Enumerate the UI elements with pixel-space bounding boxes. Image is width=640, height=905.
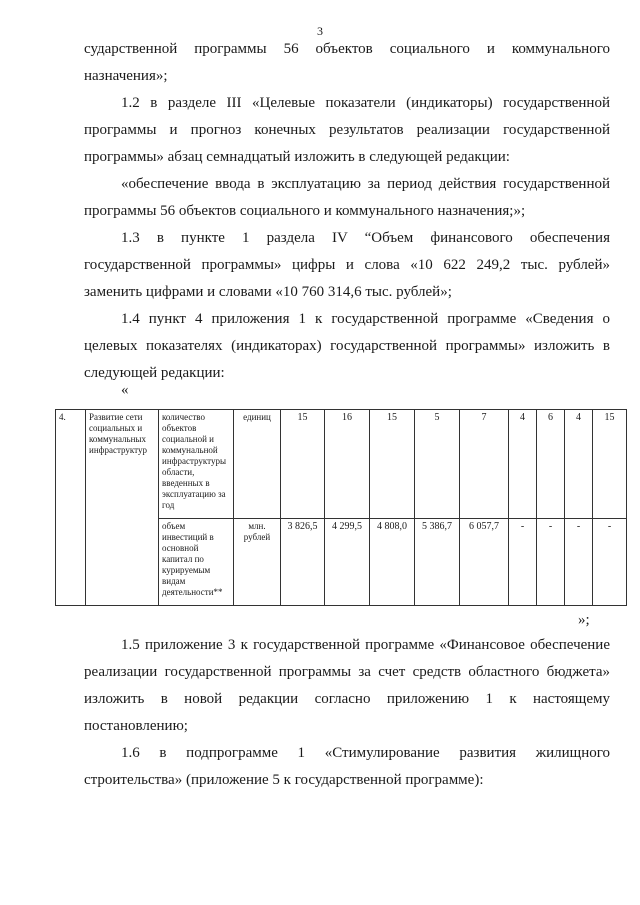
value-cell: 5 386,7: [415, 519, 460, 606]
quote-close-mark: »;: [578, 612, 590, 628]
unit-cell: млн. рублей: [234, 519, 281, 606]
paragraph-1-3: 1.3 в пункте 1 раздела IV “Объем финансового обеспечения государственной программы» цифры и слова «10 622 249,2 тыс. рублей» заменить цифрами и словами «10 760 314,6 тыс. рублей»;: [84, 230, 610, 300]
paragraph-1-5: 1.5 приложение 3 к государственной программе «Финансовое обеспечение реализации государственной программы за счет средств областного бюджета» изложить в новой редакции согласно приложению 1 к настоящему постановлению;: [84, 637, 610, 734]
indicators-table: [55, 409, 627, 606]
value-cell: -: [593, 519, 627, 606]
indicator-name: объем инвестиций в основной капитал по курируемым видам деятельности**: [159, 519, 234, 606]
paragraph-1-2: 1.2 в разделе III «Целевые показатели (индикаторы) государственной программы и прогноз конечных результатов реализации государственной программы» абзац семнадцатый изложить в следующей редакции:: [84, 95, 610, 165]
value-cell: 6: [537, 410, 565, 519]
paragraph-continuation: сударственной программы 56 объектов социального и коммунального назначения»;: [84, 41, 610, 84]
quote-open-mark: «: [121, 382, 129, 398]
value-cell: 4: [565, 410, 593, 519]
value-cell: 16: [325, 410, 370, 519]
paragraph-quote-text: «обеспечение ввода в эксплуатацию за период действия государственной программы 56 объектов социального и коммунального назначения;»;: [84, 176, 610, 219]
value-cell: 3 826,5: [281, 519, 325, 606]
unit-cell: единиц: [234, 410, 281, 519]
value-cell: 4 299,5: [325, 519, 370, 606]
value-cell: -: [509, 519, 537, 606]
value-cell: 4: [509, 410, 537, 519]
indicator-name: количество объектов социальной и коммунальной инфраструктуры области, введенных в эксплуатацию за год: [159, 410, 234, 519]
program-name: Развитие сети социальных и коммунальных инфраструктур: [86, 410, 159, 606]
value-cell: 4 808,0: [370, 519, 415, 606]
value-cell: 5: [415, 410, 460, 519]
value-cell: 15: [370, 410, 415, 519]
value-cell: 15: [593, 410, 627, 519]
value-cell: 15: [281, 410, 325, 519]
page-number: 3: [317, 24, 323, 38]
value-cell: -: [565, 519, 593, 606]
paragraph-1-4: 1.4 пункт 4 приложения 1 к государственной программе «Сведения о целевых показателях (индикаторах) государственной программы» изложить в следующей редакции:: [84, 311, 610, 381]
table-row: [56, 410, 627, 519]
value-cell: -: [537, 519, 565, 606]
value-cell: 7: [460, 410, 509, 519]
paragraph-1-6: 1.6 в подпрограмме 1 «Стимулирование развития жилищного строительства» (приложение 5 к государственной программе):: [84, 745, 610, 788]
row-number: 4.: [56, 410, 86, 606]
value-cell: 6 057,7: [460, 519, 509, 606]
